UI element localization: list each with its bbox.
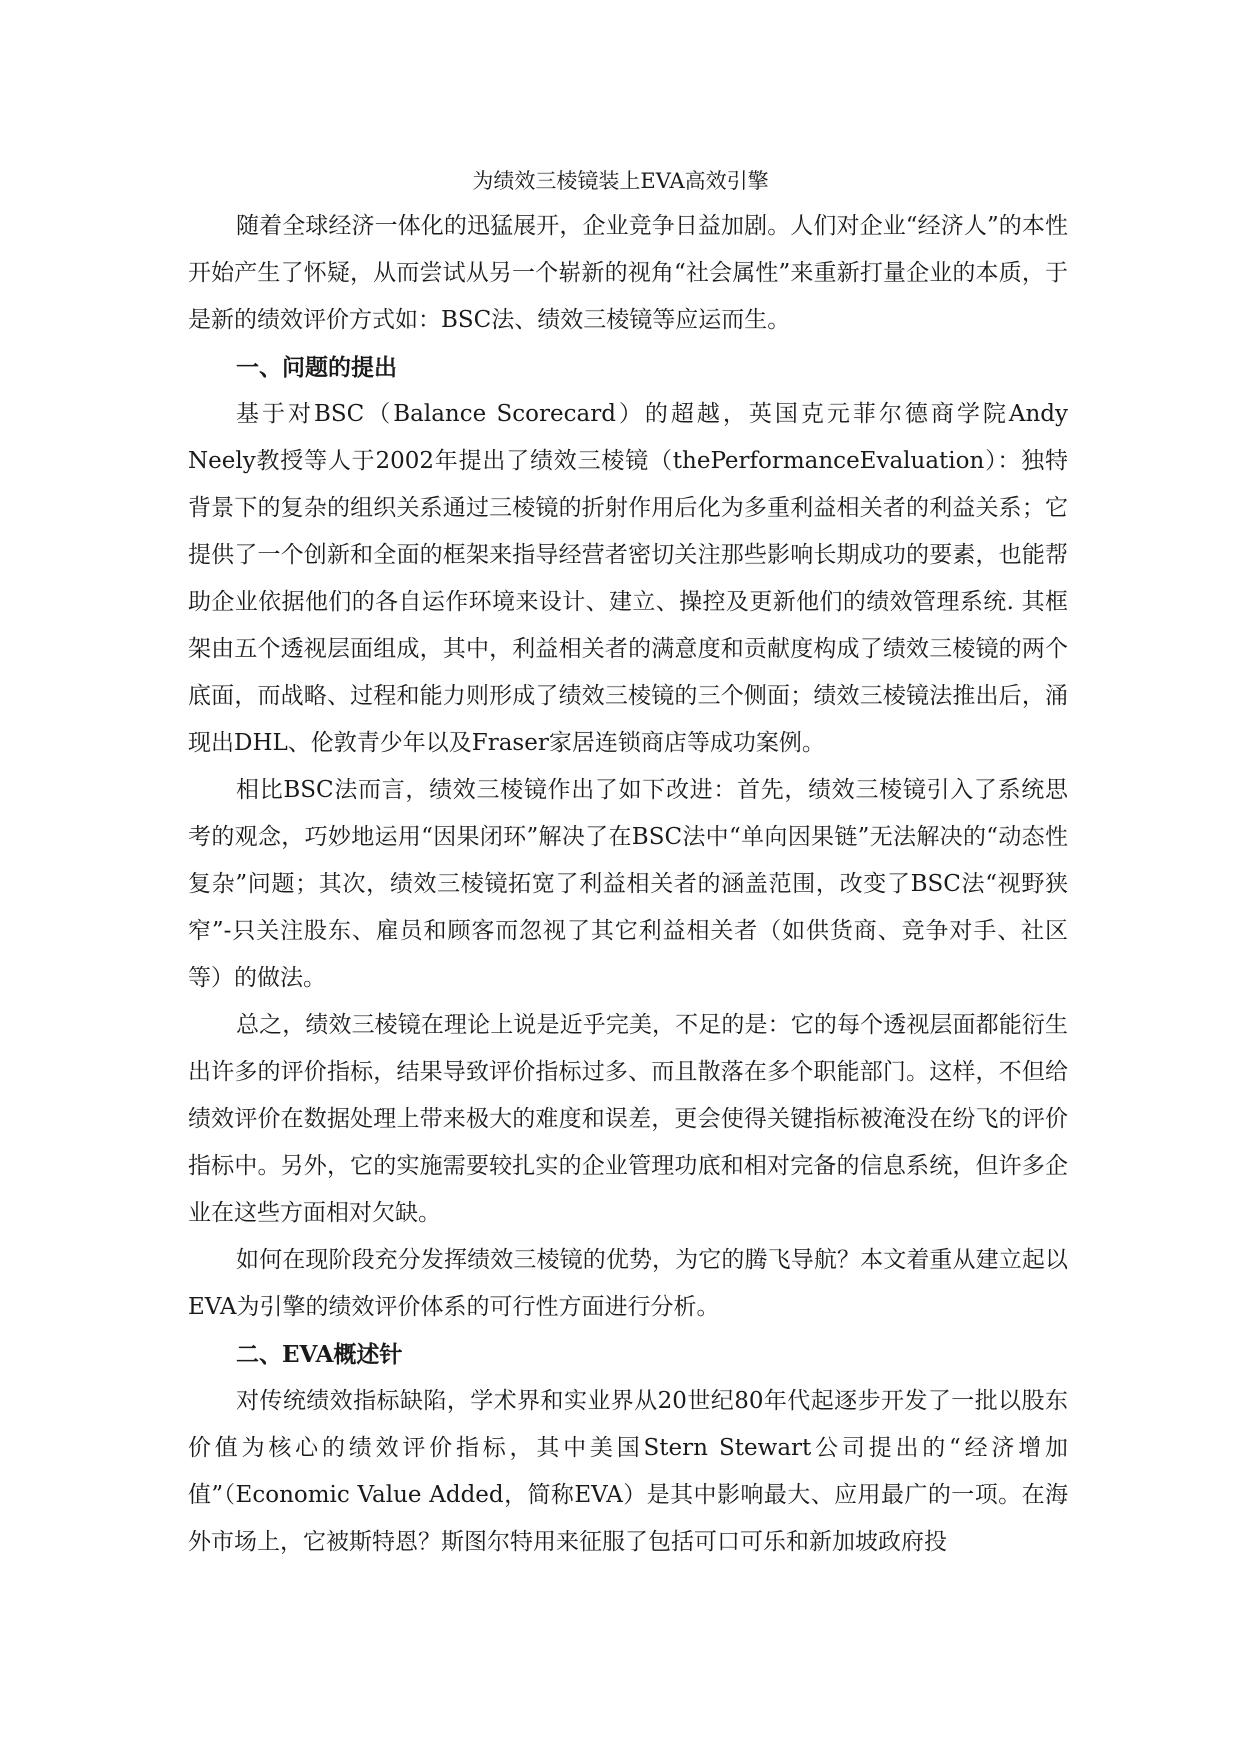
paragraph-prism-shortcomings: 总之，绩效三棱镜在理论上说是近乎完美，不足的是：它的每个透视层面都能衍生出许多的评价指标，结果导致评价指标过多、而且散落在多个职能部门。这样，不但给绩效评价在数据处理上带来极大的难度和误差，更会使得关键指标被淹没在纷飞的评价指标中。另外，它的实施需要较扎实的企业管理功底和相对完备的信息系统，但许多企业在这些方面相对欠缺。 — [188, 1012, 1068, 1226]
section-heading-2: 二、EVA概述针 — [236, 1341, 403, 1368]
paragraph-prism-overview: 基于对BSC（Balance Scorecard）的超越，英国克元菲尔德商学院Andy Neely教授等人于2002年提出了绩效三棱镜（thePerformanceEvaluation）：独特背景下的复杂的组织关系通过三棱镜的折射作用后化为多重利益相关者的利益关系；它提供了一个创新和全面的框架来指导经营者密切关注那些影响长期成功的要素，也能帮助企业依据他们的各自运作环境来设计、建立、操控及更新他们的绩效管理系统. 其框架由五个透视层面组成，其中，利益相关者的满意度和贡献度构成了绩效三棱镜的两个底面，而战略、过程和能力则形成了绩效三棱镜的三个侧面；绩效三棱镜法推出后，涌现出DHL、伦敦青少年以及Fraser家居连锁商店等成功案例。 — [188, 401, 1068, 756]
document-title: 为绩效三棱镜装上EVA高效引擎 — [472, 169, 769, 193]
section-heading-1: 一、问题的提出 — [236, 354, 397, 381]
paragraph-purpose: 如何在现阶段充分发挥绩效三棱镜的优势，为它的腾飞导航？本文着重从建立起以EVA为引擎的绩效评价体系的可行性方面进行分析。 — [188, 1247, 1068, 1320]
paragraph-eva-overview: 对传统绩效指标缺陷，学术界和实业界从20世纪80年代起逐步开发了一批以股东价值为核心的绩效评价指标，其中美国Stern Stewart公司提出的“经济增加值”（Economic Value Added，简称EVA）是其中影响最大、应用最广的一项。在海外市场上，它被斯特恩？斯图尔特用来征服了包括可口可乐和新加坡政府投 — [188, 1388, 1068, 1555]
paragraph-intro: 随着全球经济一体化的迅猛展开，企业竞争日益加剧。人们对企业“经济人”的本性开始产生了怀疑，从而尝试从另一个崭新的视角“社会属性”来重新打量企业的本质，于是新的绩效评价方式如：BSC法、绩效三棱镜等应运而生。 — [188, 213, 1068, 333]
document-body — [188, 203, 1068, 1566]
paragraph-prism-improvements: 相比BSC法而言，绩效三棱镜作出了如下改进：首先，绩效三棱镜引入了系统思考的观念，巧妙地运用“因果闭环”解决了在BSC法中“单向因果链”无法解决的“动态性复杂”问题；其次，绩效三棱镜拓宽了利益相关者的涵盖范围，改变了BSC法“视野狭窄”-只关注股东、雇员和顾客而忽视了其它利益相关者（如供货商、竞争对手、社区等）的做法。 — [188, 777, 1068, 991]
